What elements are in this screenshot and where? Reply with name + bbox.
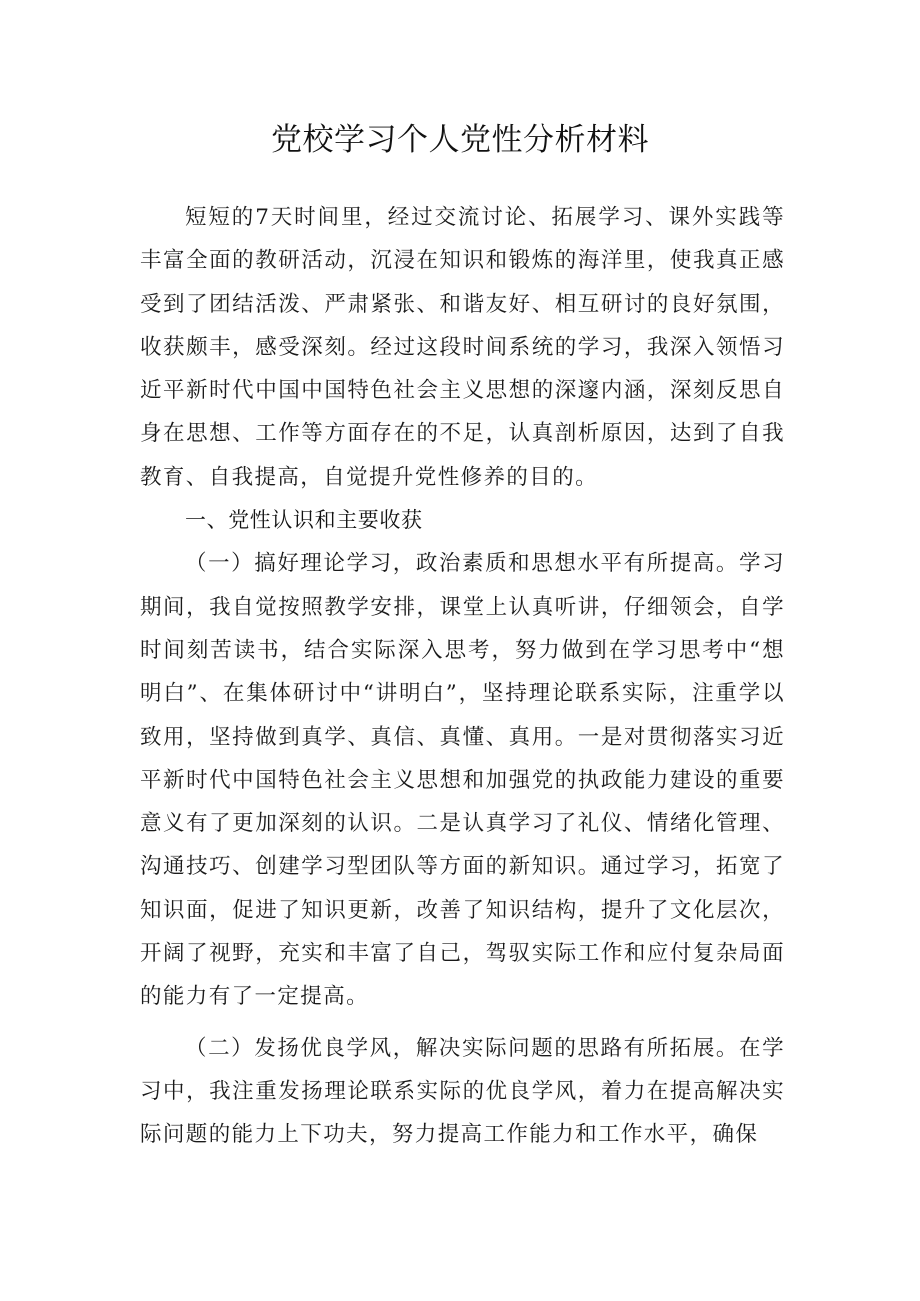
document-title: 党校学习个人党性分析材料	[271, 122, 649, 158]
subsection-paragraph-2: （二）发扬优良学风，解决实际问题的思路有所拓展。在学习中，我注重发扬理论联系实际的优良学风，着力在提高解决实际问题的能力上下功夫，努力提高工作能力和工作水平，确保	[140, 1035, 785, 1148]
document-body	[140, 196, 785, 1157]
intro-paragraph: 短短的7天时间里，经过交流讨论、拓展学习、课外实践等丰富全面的教研活动，沉浸在知识和锻炼的海洋里，使我真正感受到了团结活泼、严肃紧张、和谐友好、相互研讨的良好氛围，收获颇丰，感受深刻。经过这段时间系统的学习，我深入领悟习近平新时代中国中国特色社会主义思想的深邃内涵，深刻反思自身在思想、工作等方面存在的不足，认真剖析原因，达到了自我教育、自我提高，自觉提升党性修养的目的。	[140, 205, 785, 490]
paragraph-spacer	[140, 1019, 785, 1027]
section-heading-1: 一、党性认识和主要收获	[185, 508, 423, 533]
subsection-paragraph-1: （一）搞好理论学习，政治素质和思想水平有所提高。学习期间，我自觉按照教学安排，课堂上认真听讲，仔细领会，自学时间刻苦读书，结合实际深入思考，努力做到在学习思考中“想明白”、在集体研讨中“讲明白”，坚持理论联系实际，注重学以致用，坚持做到真学、真信、真懂、真用。一是对贯彻落实习近平新时代中国特色社会主义思想和加强党的执政能力建设的重要意义有了更加深刻的认识。二是认真学习了礼仪、情绪化管理、沟通技巧、创建学习型团队等方面的新知识。通过学习，拓宽了知识面，促进了知识更新，改善了知识结构，提升了文化层次，开阔了视野，充实和丰富了自己，驾驭实际工作和应付复杂局面的能力有了一定提高。	[140, 551, 785, 1010]
